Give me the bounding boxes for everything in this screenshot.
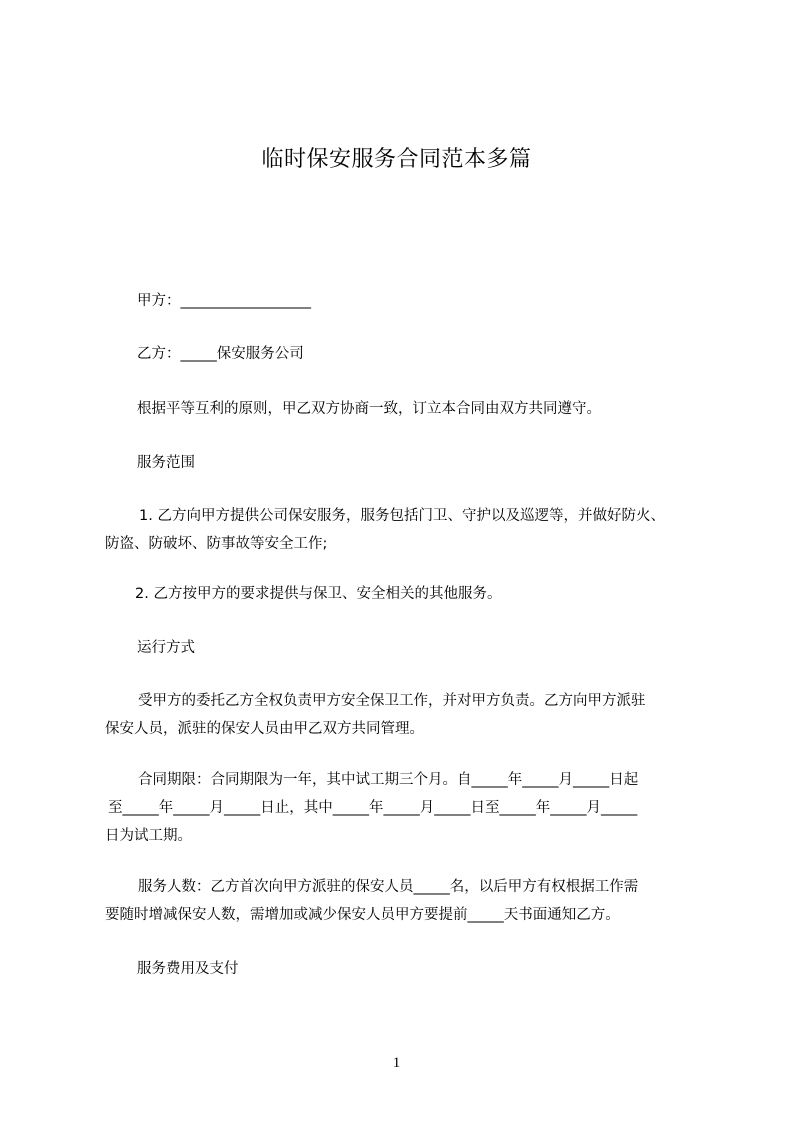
text-line: 乙方：_____保安服务公司 <box>137 346 304 362</box>
heading-fee <box>137 955 732 983</box>
document-title: 临时保安服务合同范本多篇 <box>261 147 532 172</box>
page-number: 1 <box>392 1055 401 1071</box>
text-line: 至_____年_____月_____日止，其中_____年_____月_____日至_____年_____月_____ <box>108 800 638 816</box>
text-line: 2. 乙方按甲方的要求提供与保卫、安全相关的其他服务。 <box>135 586 502 602</box>
party-a-line <box>137 287 732 315</box>
preamble-paragraph <box>137 395 732 423</box>
scope-item-1 <box>105 502 700 558</box>
scope-item-2 <box>105 580 700 608</box>
term-paragraph <box>105 766 700 850</box>
text-line: 1. 乙方向甲方提供公司保安服务，服务包括门卫、守护以及巡逻等，并做好防火、 <box>139 508 665 524</box>
text-line: 保安人员，派驻的保安人员由甲乙双方共同管理。 <box>105 721 424 737</box>
text-line: 服务人数：乙方首次向甲方派驻的保安人员_____名，以后甲方有权根据工作需 <box>138 879 639 895</box>
heading-operation <box>137 634 732 662</box>
text-line: 服务范围 <box>137 455 195 471</box>
heading-scope <box>137 449 732 477</box>
text-line: 防盗、防破坏、防事故等安全工作; <box>105 536 328 552</box>
text-line: 受甲方的委托乙方全权负责甲方安全保卫工作，并对甲方负责。乙方向甲方派驻 <box>138 693 646 709</box>
text-line: 根据平等互利的原则，甲乙双方协商一致，订立本合同由双方共同遵守。 <box>137 401 601 417</box>
text-line: 合同期限：合同期限为一年，其中试工期三个月。自_____年_____月_____日起 <box>138 772 639 788</box>
text-line: 甲方：__________________ <box>137 293 311 309</box>
text-line: 日为试工期。 <box>105 828 192 844</box>
operation-paragraph <box>105 687 700 743</box>
party-b-line <box>137 340 732 368</box>
text-line: 运行方式 <box>137 640 195 656</box>
headcount-paragraph <box>105 873 700 929</box>
text-line: 服务费用及支付 <box>137 961 239 977</box>
text-line: 要随时增减保安人数，需增加或减少保安人员甲方要提前_____天书面通知乙方。 <box>105 907 620 923</box>
